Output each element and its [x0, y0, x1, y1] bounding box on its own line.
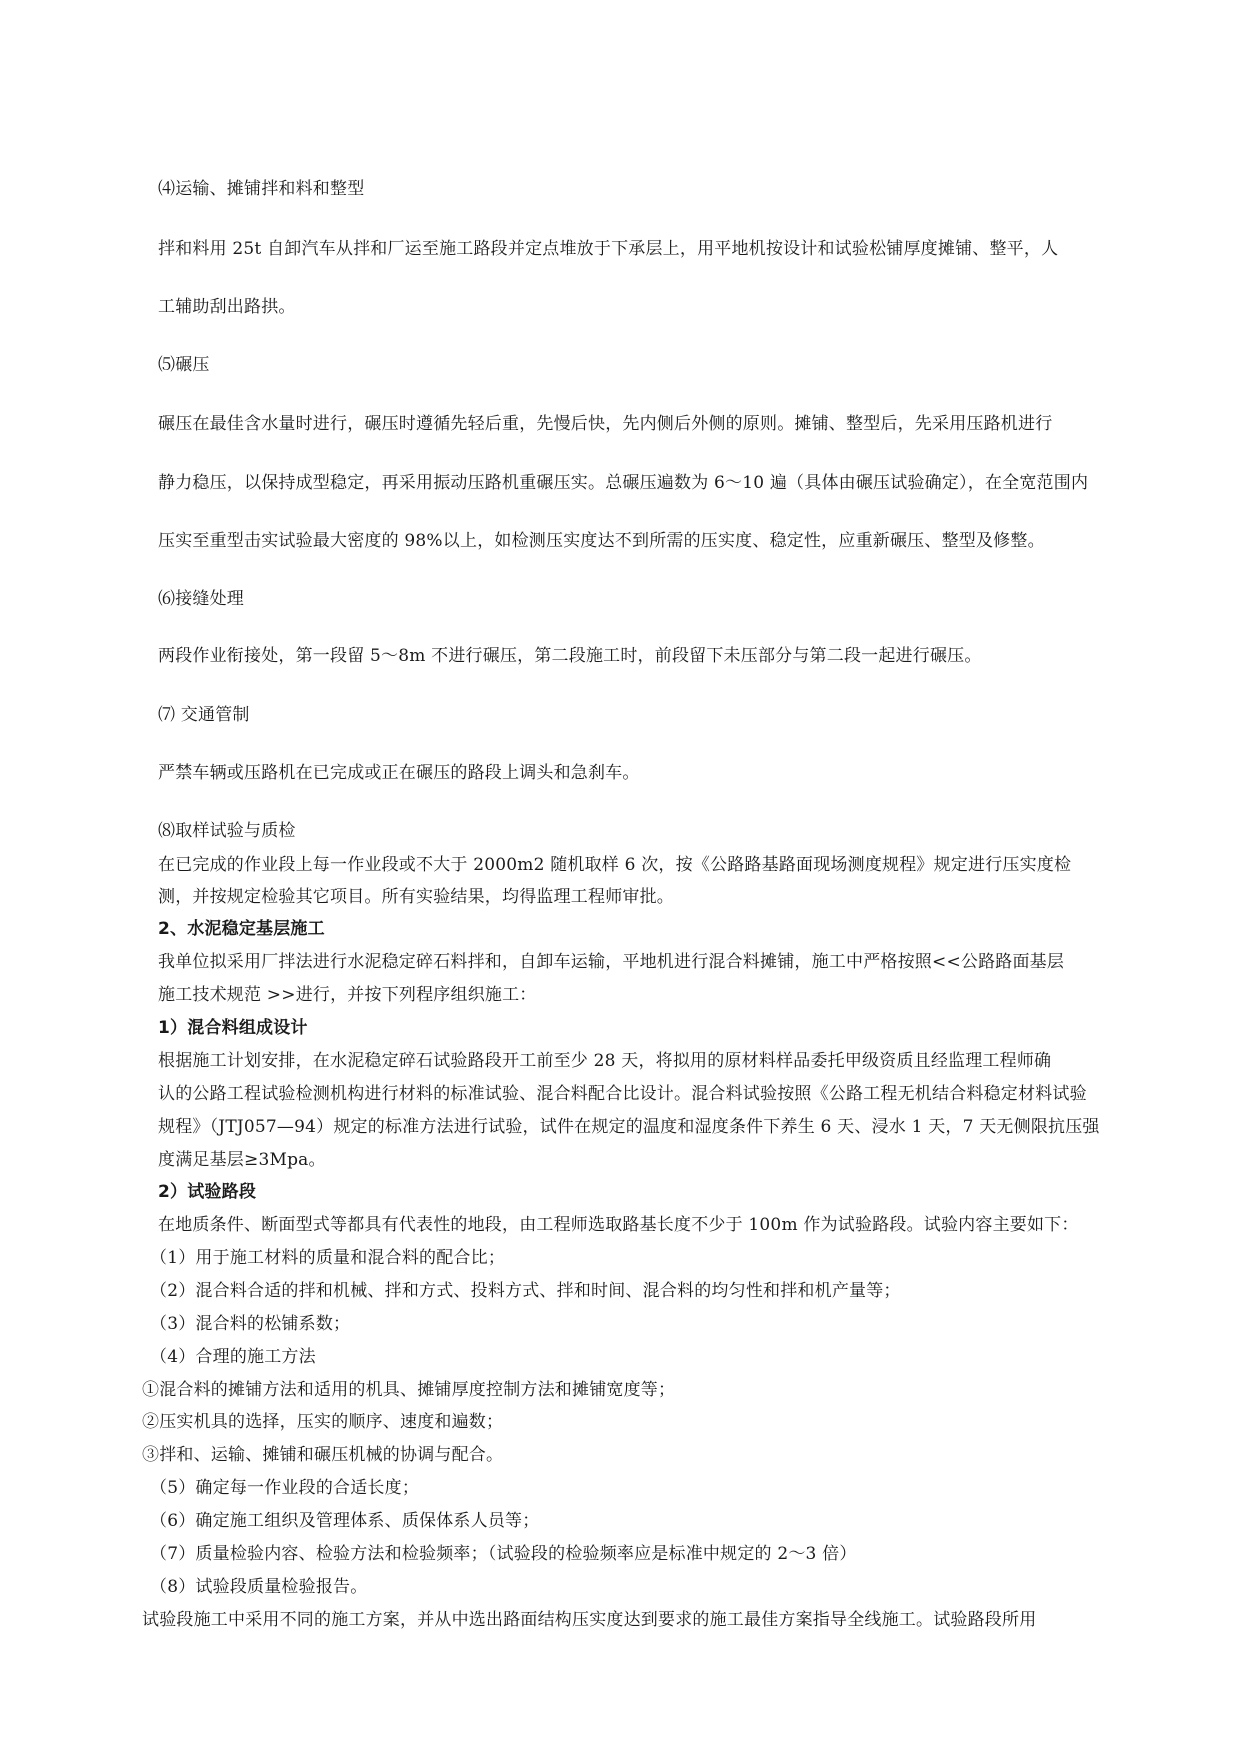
- paragraph-line: 压实至重型击实试验最大密度的 98%以上，如检测压实度达不到所需的压实度、稳定性，应重新碾压、整型及修整。: [158, 531, 1045, 551]
- list-item: （6）确定施工组织及管理体系、质保体系人员等；: [150, 1511, 540, 1531]
- list-item: ②压实机具的选择，压实的顺序、速度和遍数；: [142, 1412, 504, 1432]
- subsection-heading-test-section: 2）试验路段: [158, 1182, 257, 1202]
- paragraph-line: 工辅助刮出路拱。: [158, 297, 296, 317]
- paragraph-line: 施工技术规范 >>进行，并按下列程序组织施工：: [158, 985, 537, 1005]
- section-heading-traffic-control: ⑺ 交通管制: [158, 705, 250, 725]
- paragraph-line: 试验段施工中采用不同的施工方案，并从中选出路面结构压实度达到要求的施工最佳方案指导全线施工。试验路段所用: [142, 1610, 1037, 1630]
- list-item: （4）合理的施工方法: [150, 1347, 316, 1367]
- list-item: （3）混合料的松铺系数；: [150, 1314, 351, 1334]
- paragraph-line: 度满足基层≥3Mpa。: [158, 1150, 326, 1170]
- paragraph-line: 静力稳压，以保持成型稳定，再采用振动压路机重碾压实。总碾压遍数为 6～10 遍（具体由碾压试验确定），在全宽范围内: [158, 473, 1089, 493]
- section-heading-transport-paving: ⑷运输、摊铺拌和料和整型: [158, 179, 365, 199]
- list-item: （2）混合料合适的拌和机械、拌和方式、投料方式、拌和时间、混合料的均匀性和拌和机产量等；: [150, 1281, 901, 1301]
- paragraph-line: 测，并按规定检验其它项目。所有实验结果，均得监理工程师审批。: [158, 887, 674, 907]
- list-item: ③拌和、运输、摊铺和碾压机械的协调与配合。: [142, 1445, 504, 1465]
- paragraph-line: 碾压在最佳含水量时进行，碾压时遵循先轻后重，先慢后快，先内侧后外侧的原则。摊铺、整型后，先采用压路机进行: [158, 414, 1053, 434]
- section-heading-cement-base: 2、水泥稳定基层施工: [158, 919, 325, 939]
- section-heading-joint-treatment: ⑹接缝处理: [158, 589, 244, 609]
- paragraph-line: 在已完成的作业段上每一作业段或不大于 2000m2 随机取样 6 次，按《公路路基路面现场测度规程》规定进行压实度检: [158, 855, 1072, 875]
- list-item: ①混合料的摊铺方法和适用的机具、摊铺厚度控制方法和摊铺宽度等；: [142, 1380, 676, 1400]
- paragraph-line: 两段作业衔接处，第一段留 5～8m 不进行碾压，第二段施工时，前段留下未压部分与第二段一起进行碾压。: [158, 646, 982, 666]
- list-item: （5）确定每一作业段的合适长度；: [150, 1478, 420, 1498]
- section-heading-compaction: ⑸碾压: [158, 355, 210, 375]
- paragraph-line: 根据施工计划安排，在水泥稳定碎石试验路段开工前至少 28 天，将拟用的原材料样品委托甲级资质且经监理工程师确: [158, 1051, 1052, 1071]
- paragraph-line: 认的公路工程试验检测机构进行材料的标准试验、混合料配合比设计。混合料试验按照《公路工程无机结合料稳定材料试验: [158, 1084, 1087, 1104]
- paragraph-line: 严禁车辆或压路机在已完成或正在碾压的路段上调头和急刹车。: [158, 763, 640, 783]
- subsection-heading-mix-design: 1）混合料组成设计: [158, 1018, 308, 1038]
- paragraph-line: 我单位拟采用厂拌法进行水泥稳定碎石料拌和，自卸车运输，平地机进行混合料摊铺，施工中严格按照<<公路路面基层: [158, 952, 1065, 972]
- section-heading-sampling: ⑻取样试验与质检: [158, 821, 296, 841]
- list-item: （8）试验段质量检验报告。: [150, 1577, 368, 1597]
- list-item: （1）用于施工材料的质量和混合料的配合比；: [150, 1248, 506, 1268]
- list-item: （7）质量检验内容、检验方法和检验频率；（试验段的检验频率应是标准中规定的 2～3 倍）: [150, 1544, 857, 1564]
- paragraph-line: 拌和料用 25t 自卸汽车从拌和厂运至施工路段并定点堆放于下承层上，用平地机按设计和试验松铺厚度摊铺、整平，人: [158, 239, 1059, 259]
- paragraph-line: 在地质条件、断面型式等都具有代表性的地段，由工程师选取路基长度不少于 100m 作为试验路段。试验内容主要如下：: [158, 1215, 1079, 1235]
- paragraph-line: 规程》（JTJ057—94）规定的标准方法进行试验，试件在规定的温度和湿度条件下养生 6 天、浸水 1 天，7 天无侧限抗压强: [158, 1117, 1100, 1137]
